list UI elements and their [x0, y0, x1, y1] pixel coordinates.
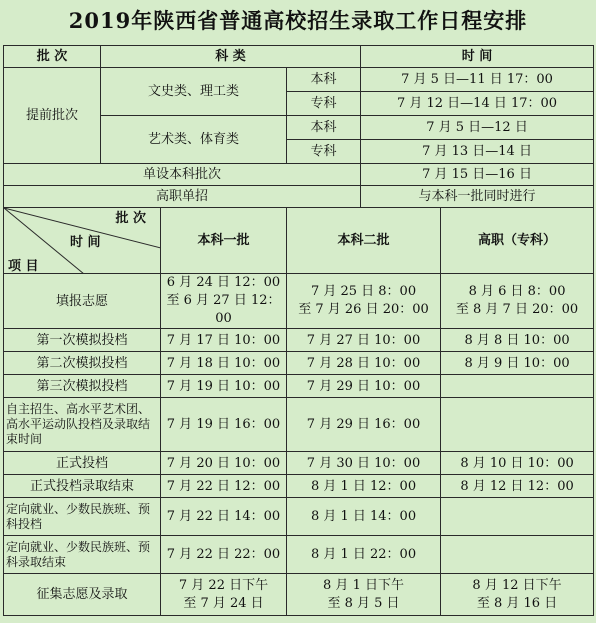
- time-cell: 7 月 5 日—11 日 17：00: [361, 68, 594, 92]
- cell-undergrad-2: 8 月 1 日 12：00: [287, 475, 441, 498]
- cell-undergrad-1: 7 月 22 日 22：00: [161, 536, 287, 574]
- cell-undergrad-1: 7 月 19 日 10：00: [161, 375, 287, 398]
- row-item: 第二次模拟投档: [4, 352, 161, 375]
- cell-vocational: 8 月 9 日 10：00: [441, 352, 594, 375]
- table-row: [4, 352, 594, 375]
- cell-undergrad-2: 7 月 28 日 10：00: [287, 352, 441, 375]
- cell-vocational: [441, 398, 594, 452]
- cell-undergrad-2: 7 月 29 日 10：00: [287, 375, 441, 398]
- level-cell: 本科: [287, 68, 361, 92]
- cell-vocational: 8 月 8 日 10：00: [441, 329, 594, 352]
- row-item: 正式投档: [4, 452, 161, 475]
- single-batch-time: 7 月 15 日—16 日: [361, 164, 594, 186]
- level-cell: 专科: [287, 140, 361, 164]
- cell-line: 7 月 22 日下午: [178, 577, 269, 593]
- table-row: [4, 574, 594, 616]
- level-cell: 本科: [287, 116, 361, 140]
- top-header-row: [4, 46, 594, 68]
- row-item: 定向就业、少数民族班、预科投档: [4, 498, 161, 536]
- cell-vocational: [441, 375, 594, 398]
- cell-line: 7 月 25 日 8：00: [310, 284, 417, 299]
- cell-undergrad-2: 7 月 30 日 10：00: [287, 452, 441, 475]
- header-batch: 批 次: [4, 46, 101, 68]
- row-item: 自主招生、高水平艺术团、高水平运动队投档及录取结束时间: [4, 398, 161, 452]
- schedule-header-row: [4, 208, 594, 274]
- cell-vocational: 8 月 10 日 10：00: [441, 452, 594, 475]
- cell-undergrad-2: 7 月 29 日 16：00: [287, 398, 441, 452]
- table-row: [4, 274, 594, 329]
- cell-line: 8 月 12 日下午: [472, 577, 562, 593]
- row-item: 第三次模拟投档: [4, 375, 161, 398]
- time-cell: 7 月 12 日—14 日 17：00: [361, 92, 594, 116]
- row-item: 征集志愿及录取: [4, 574, 161, 616]
- single-batch-label: 单设本科批次: [4, 164, 361, 186]
- table-row: [4, 398, 594, 452]
- cell-vocational: [441, 574, 594, 616]
- cell-undergrad-1: 7 月 18 日 10：00: [161, 352, 287, 375]
- table-row: [4, 375, 594, 398]
- diag-batch-label: 批 次: [115, 211, 146, 226]
- cell-line: 8 月 1 日下午: [323, 577, 404, 593]
- row-item: 填报志愿: [4, 274, 161, 329]
- row-item: 定向就业、少数民族班、预科录取结束: [4, 536, 161, 574]
- category-art-sports: 艺术类、体育类: [101, 116, 287, 164]
- cell-line: 至 7 月 26 日 20：00: [298, 302, 429, 317]
- cell-line: 至 7 月 24 日: [183, 595, 264, 611]
- early-batch-label: 提前批次: [4, 68, 101, 164]
- cell-vocational: [441, 498, 594, 536]
- cell-line: 6 月 24 日 12：00: [166, 275, 281, 290]
- cell-line: 8 月 6 日 8：00: [468, 284, 566, 299]
- cell-undergrad-2: [287, 574, 441, 616]
- cell-vocational: 8 月 12 日 12：00: [441, 475, 594, 498]
- table-row: [4, 475, 594, 498]
- table-row: [4, 68, 594, 92]
- cell-line: 至 8 月 7 日 20：00: [455, 302, 579, 317]
- cell-undergrad-2: 8 月 1 日 22：00: [287, 536, 441, 574]
- diag-time-label: 时 间: [70, 235, 101, 250]
- col-header-vocational: 高职（专科）: [441, 208, 594, 274]
- table-row: [4, 186, 594, 208]
- cell-undergrad-2: 8 月 1 日 14：00: [287, 498, 441, 536]
- cell-vocational: [441, 274, 594, 329]
- cell-undergrad-1: 7 月 22 日 12：00: [161, 475, 287, 498]
- table-row: [4, 164, 594, 186]
- table-row: [4, 498, 594, 536]
- header-time: 时 间: [361, 46, 594, 68]
- cell-undergrad-1: 7 月 20 日 10：00: [161, 452, 287, 475]
- cell-undergrad-1: 7 月 22 日 14：00: [161, 498, 287, 536]
- cell-undergrad-2: 7 月 27 日 10：00: [287, 329, 441, 352]
- row-item: 第一次模拟投档: [4, 329, 161, 352]
- time-cell: 7 月 13 日—14 日: [361, 140, 594, 164]
- cell-undergrad-1: [161, 274, 287, 329]
- cell-line: 至 6 月 27 日 12：00: [166, 293, 281, 326]
- table-row: [4, 452, 594, 475]
- diagonal-header-cell: [4, 208, 161, 274]
- cell-undergrad-1: 7 月 17 日 10：00: [161, 329, 287, 352]
- vocational-single-time: 与本科一批同时进行: [361, 186, 594, 208]
- col-header-undergrad-1: 本科一批: [161, 208, 287, 274]
- level-cell: 专科: [287, 92, 361, 116]
- row-item: 正式投档录取结束: [4, 475, 161, 498]
- diag-item-label: 项 目: [8, 259, 39, 274]
- schedule-table: [3, 45, 594, 616]
- cell-vocational: [441, 536, 594, 574]
- header-category: 科 类: [101, 46, 361, 68]
- vocational-single-label: 高职单招: [4, 186, 361, 208]
- cell-line: 至 8 月 5 日: [327, 595, 400, 611]
- table-row: [4, 536, 594, 574]
- col-header-undergrad-2: 本科二批: [287, 208, 441, 274]
- time-cell: 7 月 5 日—12 日: [361, 116, 594, 140]
- cell-undergrad-1: [161, 574, 287, 616]
- table-row: [4, 329, 594, 352]
- page-title: 2019年陕西省普通高校招生录取工作日程安排: [68, 8, 528, 33]
- cell-undergrad-2: [287, 274, 441, 329]
- cell-line: 至 8 月 16 日: [476, 595, 558, 611]
- cell-undergrad-1: 7 月 19 日 16：00: [161, 398, 287, 452]
- category-arts-science: 文史类、理工类: [101, 68, 287, 116]
